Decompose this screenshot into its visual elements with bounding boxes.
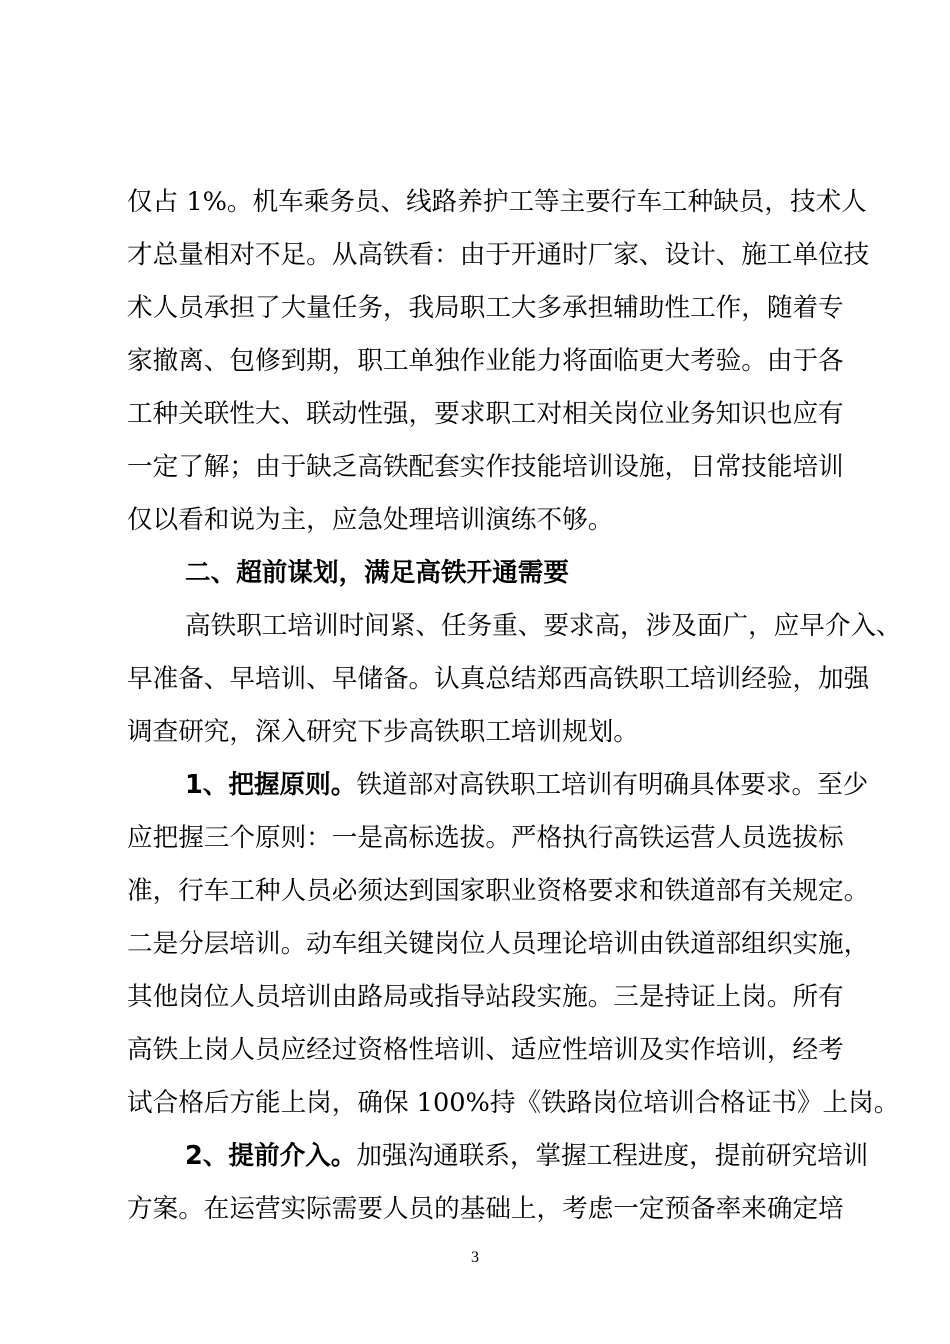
paragraph-line: 试合格后方能上岗，确保 100%持《铁路岗位培训合格证书》上岗。	[127, 1088, 900, 1118]
paragraph-line: 二是分层培训。动车组关键岗位人员理论培训由铁道部组织实施，	[127, 929, 870, 959]
item-text: 铁道部对高铁职工培训有明确具体要求。至少	[356, 770, 869, 800]
item-text: 加强沟通联系，掌握工程进度，提前研究培训	[356, 1141, 869, 1171]
paragraph-line	[185, 765, 869, 805]
paragraph-line: 其他岗位人员培训由路局或指导站段实施。三是持证上岗。所有	[127, 982, 844, 1012]
item-lead: 2、提前介入。	[185, 1141, 357, 1171]
paragraph-line: 家撤离、包修到期，职工单独作业能力将面临更大考验。由于各	[127, 346, 844, 376]
paragraph-line: 工种关联性大、联动性强，要求职工对相关岗位业务知识也应有	[127, 399, 844, 429]
paragraph-line	[185, 1136, 869, 1176]
paragraph-line: 高铁职工培训时间紧、任务重、要求高，涉及面广，应早介入、	[185, 611, 902, 641]
paragraph-line: 仅以看和说为主，应急处理培训演练不够。	[127, 505, 614, 535]
paragraph-line: 仅占 1%。机车乘务员、线路养护工等主要行车工种缺员，技术人	[127, 187, 867, 217]
paragraph-line: 高铁上岗人员应经过资格性培训、适应性培训及实作培训，经考	[127, 1035, 844, 1065]
paragraph-line: 术人员承担了大量任务，我局职工大多承担辅助性工作，随着专	[127, 293, 844, 323]
paragraph-line: 调查研究，深入研究下步高铁职工培训规划。	[127, 717, 639, 747]
paragraph-line: 方案。在运营实际需要人员的基础上，考虑一定预备率来确定培	[127, 1194, 844, 1224]
paragraph-line: 一定了解；由于缺乏高铁配套实作技能培训设施，日常技能培训	[127, 452, 844, 482]
item-lead: 1、把握原则。	[185, 770, 357, 800]
paragraph-line: 准，行车工种人员必须达到国家职业资格要求和铁道部有关规定。	[127, 876, 870, 906]
paragraph-line: 早准备、早培训、早储备。认真总结郑西高铁职工培训经验，加强	[127, 664, 870, 694]
paragraph-line: 应把握三个原则：一是高标选拔。严格执行高铁运营人员选拔标	[127, 823, 844, 853]
paragraph-line: 才总量相对不足。从高铁看：由于开通时厂家、设计、施工单位技	[127, 240, 870, 270]
page-number: 3	[471, 1249, 479, 1266]
section-heading: 二、超前谋划，满足高铁开通需要	[185, 558, 569, 588]
